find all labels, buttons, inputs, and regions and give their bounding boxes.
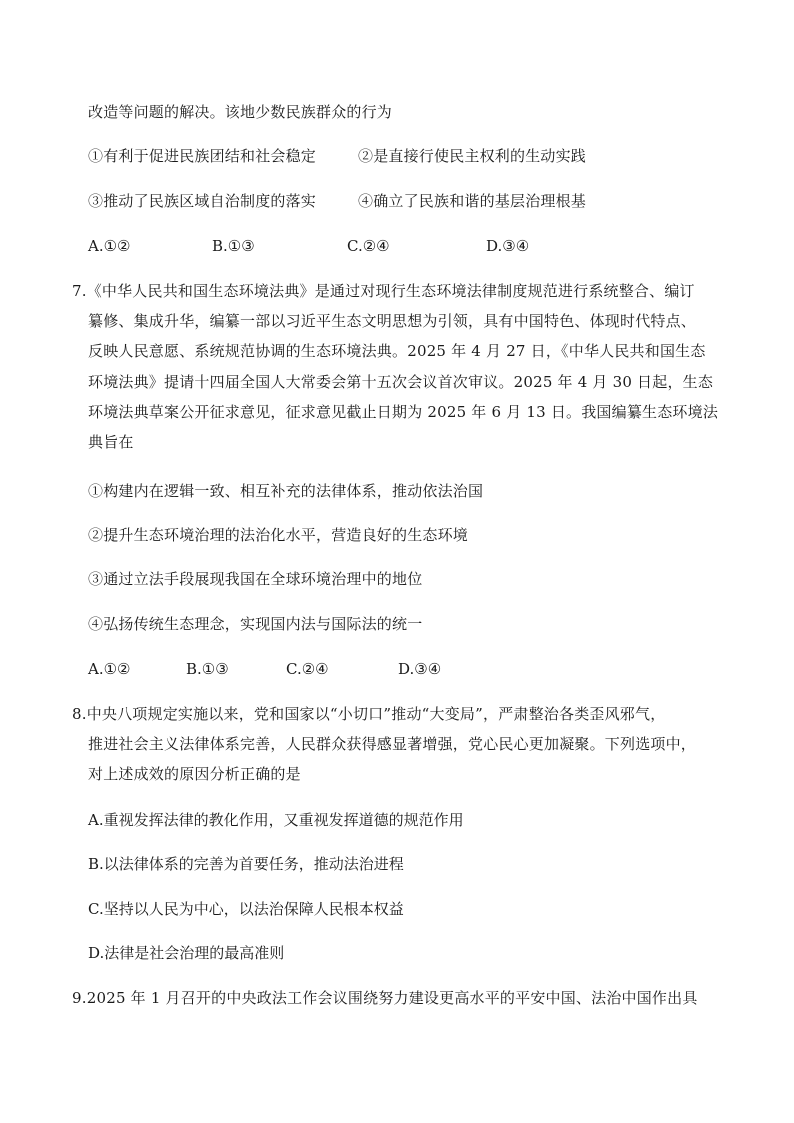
q6-statement-4: ④确立了民族和谐的基层治理根基	[358, 192, 587, 210]
q7-statement-3: ③通过立法手段展现我国在全球环境治理中的地位	[88, 570, 423, 588]
q8-option-d[interactable]: D.法律是社会治理的最高准则	[88, 944, 285, 962]
q7-stem-line-1: 7.《中华人民共和国生态环境法典》是通过对现行生态环境法律制度规范进行系统整合、编订	[72, 282, 695, 300]
q9-stem-line-1: 9.2025 年 1 月召开的中央政法工作会议围绕努力建设更高水平的平安中国、法治中国作出具	[72, 989, 698, 1007]
q7-statement-4: ④弘扬传统生态理念，实现国内法与国际法的统一	[88, 615, 423, 633]
q7-stem-line-4: 环境法典》提请十四届全国人大常委会第十五次会议首次审议。2025 年 4 月 30 日起，生态	[88, 373, 714, 391]
q6-stem-tail: 改造等问题的解决。该地少数民族群众的行为	[88, 103, 393, 121]
q6-statement-2: ②是直接行使民主权利的生动实践	[358, 147, 587, 165]
q6-option-a[interactable]: A.①②	[88, 237, 131, 255]
q7-option-d[interactable]: D.③④	[398, 660, 442, 678]
q7-statement-1: ①构建内在逻辑一致、相互补充的法律体系，推动依法治国	[88, 482, 484, 500]
q8-option-b[interactable]: B.以法律体系的完善为首要任务，推动法治进程	[88, 855, 404, 873]
q6-statement-1: ①有利于促进民族团结和社会稳定	[88, 147, 317, 165]
q8-stem-line-1: 8.中央八项规定实施以来，党和国家以“小切口”推动“大变局”，严肃整治各类歪风邪气，	[72, 705, 666, 723]
q8-option-c[interactable]: C.坚持以人民为中心，以法治保障人民根本权益	[88, 900, 404, 918]
q7-option-c[interactable]: C.②④	[286, 660, 329, 678]
q7-stem-line-2: 纂修、集成升华，编纂一部以习近平生态文明思想为引领，具有中国特色、体现时代特点、	[88, 312, 697, 330]
q7-option-a[interactable]: A.①②	[88, 660, 131, 678]
q6-statement-3: ③推动了民族区域自治制度的落实	[88, 192, 317, 210]
q6-option-d[interactable]: D.③④	[486, 237, 530, 255]
q8-stem-line-2: 推进社会主义法律体系完善，人民群众获得感显著增强，党心民心更加凝聚。下列选项中，	[88, 735, 697, 753]
q8-stem-line-3: 对上述成效的原因分析正确的是	[88, 765, 301, 783]
q7-option-b[interactable]: B.①③	[186, 660, 229, 678]
q6-option-c[interactable]: C.②④	[347, 237, 390, 255]
q7-statement-2: ②提升生态环境治理的法治化水平，营造良好的生态环境	[88, 526, 469, 544]
q7-stem-line-5: 环境法典草案公开征求意见，征求意见截止日期为 2025 年 6 月 13 日。我国编纂生态环境法	[88, 403, 719, 421]
q6-option-b[interactable]: B.①③	[212, 237, 255, 255]
q7-stem-line-3: 反映人民意愿、系统规范协调的生态环境法典。2025 年 4 月 27 日，《中华人民共和国生态	[88, 342, 706, 360]
q8-option-a[interactable]: A.重视发挥法律的教化作用，又重视发挥道德的规范作用	[88, 811, 464, 829]
q7-stem-line-6: 典旨在	[88, 433, 134, 451]
